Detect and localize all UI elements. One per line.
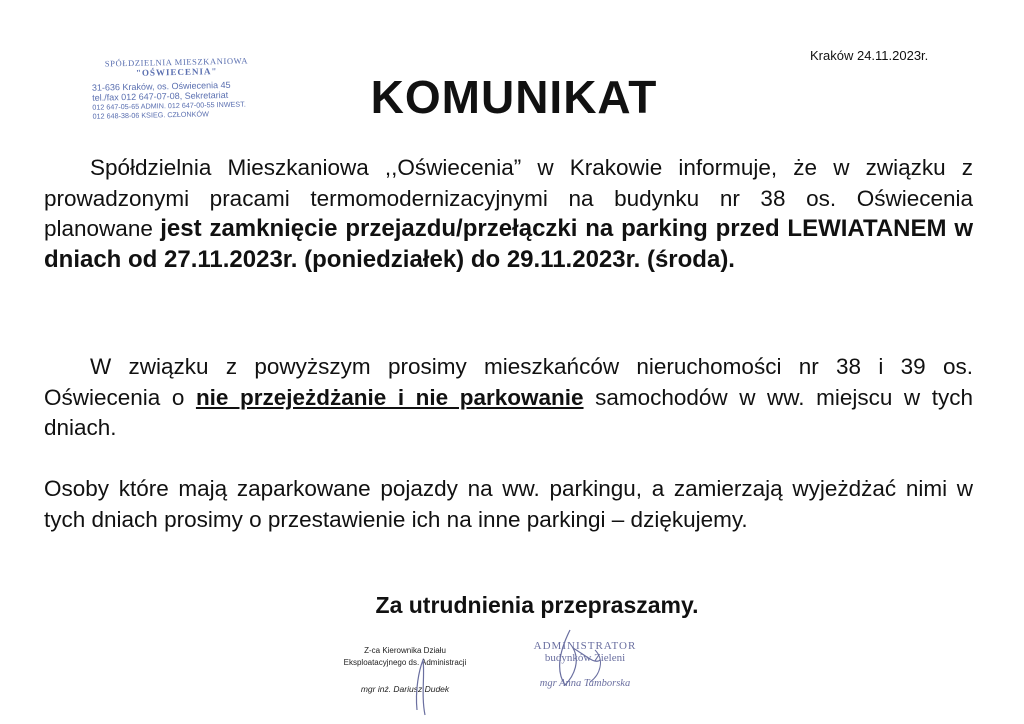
signature-name: mgr Anna Tamborska xyxy=(539,678,631,689)
paragraph-announcement xyxy=(44,153,973,275)
stamp-line: 31-636 Kraków, os. Oświecenia 45 xyxy=(91,79,231,93)
stamp-line: "OŚWIECENIA" xyxy=(135,66,218,78)
signature-role: ADMINISTRATOR xyxy=(533,640,637,652)
handwritten-signature-scribble xyxy=(395,620,655,720)
signature-name: mgr inż. Dariusz Dudek xyxy=(360,684,450,694)
stamp-line: 012 647-05-65 ADMIN. 012 647-00-55 INWEST. xyxy=(92,99,246,112)
paragraph-text: Spółdzielnia Mieszkaniowa ,,Oświecenia” w Krakowie informuje, że w związku z prowadzonymi pracami termomodernizacyjnymi na budynku nr 38 os. Oświecenia planowane xyxy=(44,155,973,241)
paragraph-instructions: Osoby które mają zaparkowane pojazdy na ww. parkingu, a zamierzają wyjeżdżać nimi w tych dniach prosimy o przestawienie ich na inne parkingi – dziękujemy. xyxy=(44,476,973,532)
signature-role: budynków Zieleni xyxy=(544,652,626,664)
paragraph-text: W związku z powyższym prosimy mieszkańców nieruchomości nr 38 i 39 os. Oświecenia o xyxy=(44,354,973,410)
signature-role: Z-ca Kierownika Działu xyxy=(364,646,446,655)
paragraph-text: samochodów w ww. miejscu w tych dniach. xyxy=(44,384,973,440)
stamp-line: 012 648-38-06 KSIEG. CZŁONKÓW xyxy=(92,109,209,121)
stamp-line: tel./fax 012 647-07-08, Sekretariat xyxy=(92,89,229,103)
signature-role: Eksploatacyjnego ds. Administracji xyxy=(343,658,467,667)
stamp-line: SPÓŁDZIELNIA MIESZKANIOWA xyxy=(104,55,249,69)
document-title: KOMUNIKAT xyxy=(370,71,658,123)
closing-apology: Za utrudnienia przepraszamy. xyxy=(375,592,699,618)
paragraph-request xyxy=(44,352,973,444)
paragraph-bold-text: jest zamknięcie przejazdu/przełączki na parking przed LEWIATANEM w dniach od 27.11.2023r. (poniedziałek) do 29.11.2023r. (środa). xyxy=(44,215,974,273)
document-date: Kraków 24.11.2023r. xyxy=(810,48,929,63)
paragraph-underlined-text: nie przejeżdżanie i nie parkowanie xyxy=(195,384,584,410)
